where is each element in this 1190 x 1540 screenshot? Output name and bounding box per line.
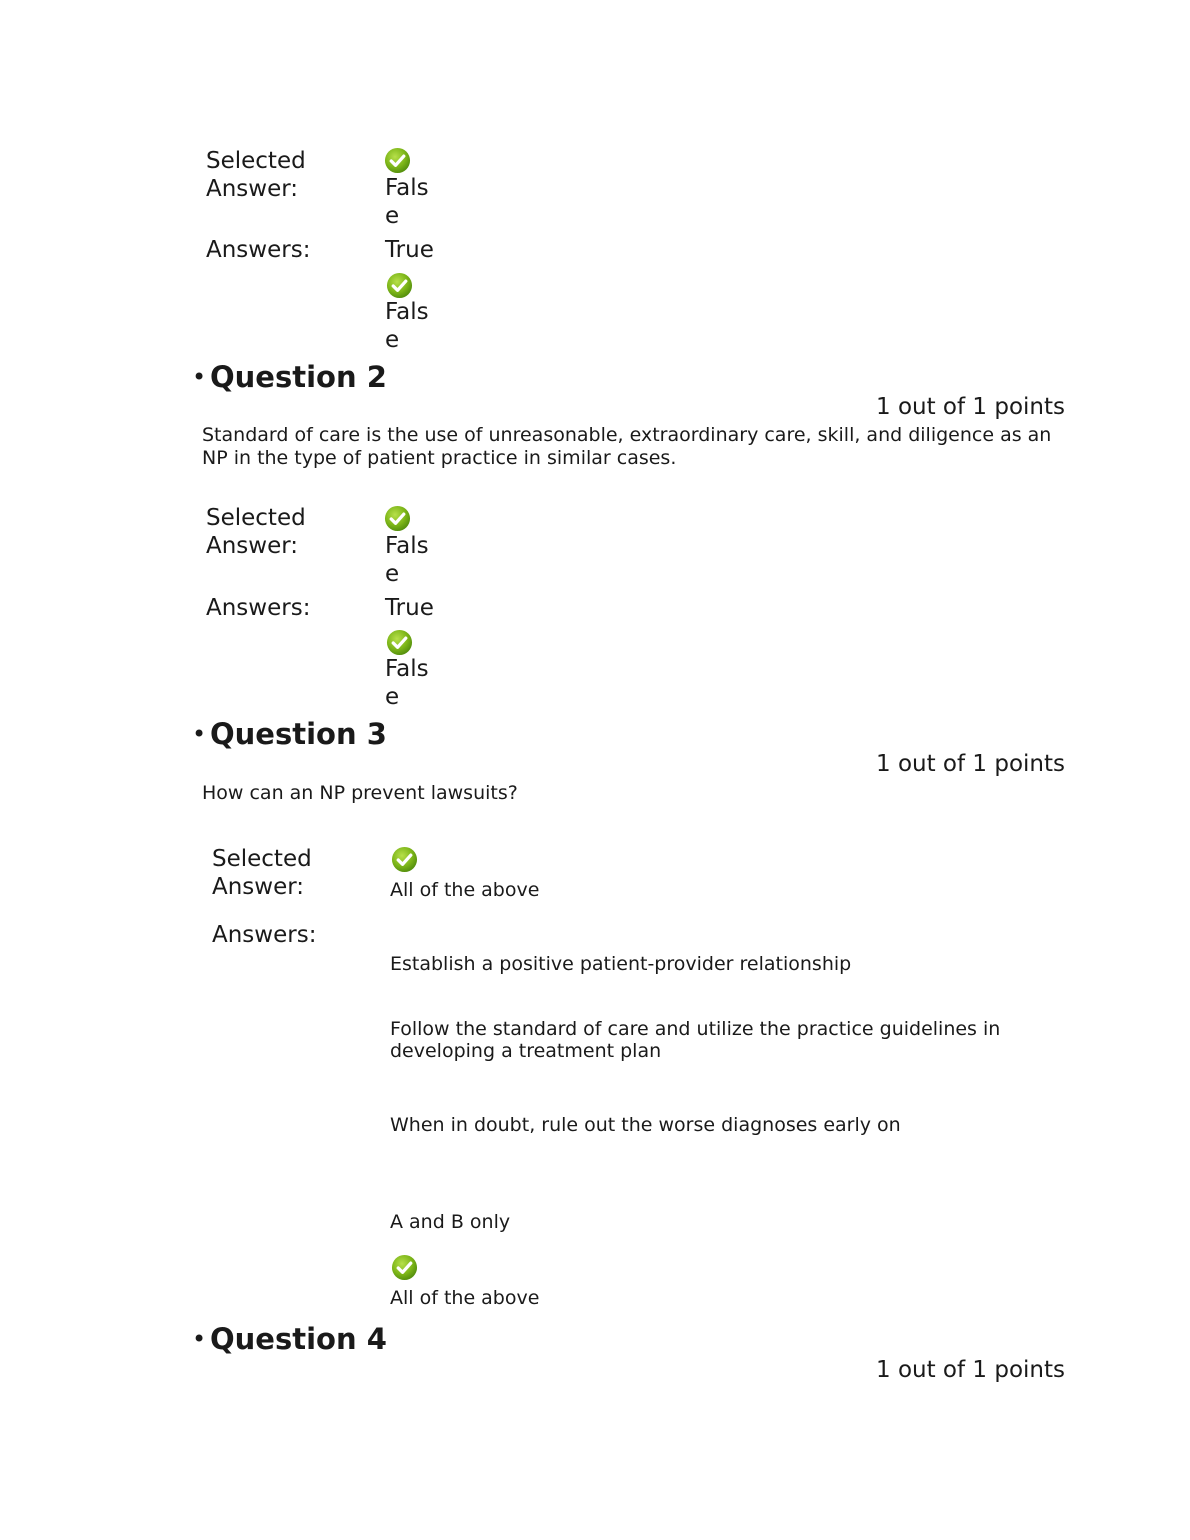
bullet: • (192, 1325, 207, 1353)
selected-answer-value: Fals e (385, 533, 429, 587)
points-label: 1 out of 1 points (876, 751, 1065, 777)
answers-label: Answers: (206, 595, 311, 621)
check-circle-icon (386, 272, 413, 299)
selected-answer-value: All of the above (390, 879, 540, 901)
answer-option: A and B only (390, 1211, 511, 1233)
selected-answer-label: Selected Answer: (212, 846, 312, 900)
answer-option-false: Fals e (385, 656, 429, 710)
question-text: How can an NP prevent lawsuits? (202, 782, 518, 804)
answers-label: Answers: (212, 922, 317, 948)
selected-answer-value: Fals e (385, 175, 429, 229)
check-circle-icon (391, 1254, 418, 1281)
question-heading: Question 4 (210, 1322, 387, 1356)
selected-answer-label: Selected Answer: (206, 505, 306, 559)
answers-label: Answers: (206, 237, 311, 263)
check-circle-icon (391, 846, 418, 873)
question-text: Standard of care is the use of unreasonable, extraordinary care, skill, and diligence as an NP in the type of patient practice in similar cases. (202, 424, 1052, 469)
answer-option-true: True (385, 595, 434, 621)
check-circle-icon (384, 147, 411, 174)
bullet: • (192, 363, 207, 391)
question-heading: Question 2 (210, 360, 387, 394)
answer-option: All of the above (390, 1287, 540, 1309)
points-label: 1 out of 1 points (876, 394, 1065, 420)
check-circle-icon (384, 505, 411, 532)
answer-option-true: True (385, 237, 434, 263)
question-heading: Question 3 (210, 717, 387, 751)
answer-option: Follow the standard of care and utilize the practice guidelines in developing a treatment plan (390, 1018, 1001, 1062)
answer-option: Establish a positive patient-provider relationship (390, 953, 852, 975)
selected-answer-label: Selected Answer: (206, 148, 306, 202)
bullet: • (192, 720, 207, 748)
points-label: 1 out of 1 points (876, 1357, 1065, 1383)
answer-option: When in doubt, rule out the worse diagnoses early on (390, 1114, 901, 1136)
answer-option-false: Fals e (385, 299, 429, 353)
check-circle-icon (386, 629, 413, 656)
